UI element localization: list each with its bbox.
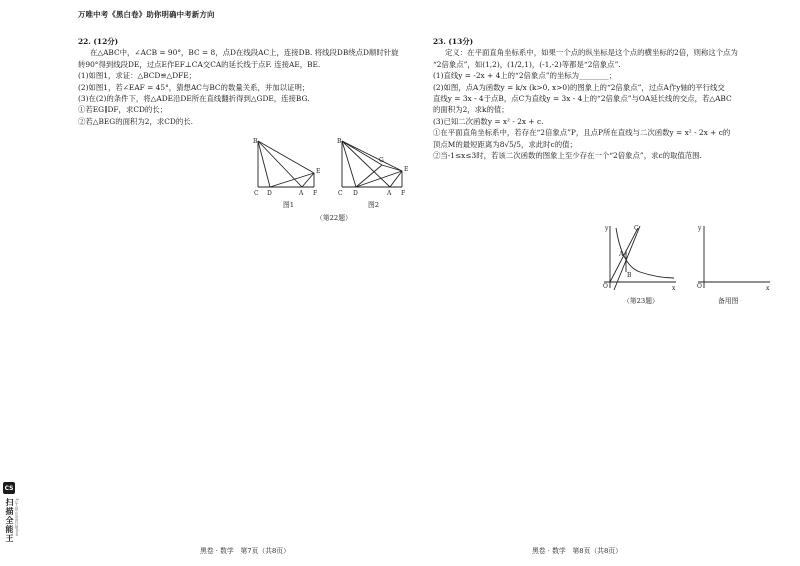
q23-line-6: 的面积为2，求k的值； <box>433 105 509 115</box>
spare-label-x: x <box>766 285 770 292</box>
q23-line-7: (3)已知二次函数y = x² - 2x + c. <box>433 116 544 126</box>
q23-line-9: 顶点M的最短距离为8√5/5，求此时c的值； <box>433 139 577 149</box>
q23-spare-caption: 备用图 <box>718 297 739 305</box>
q23-line-5: 直线y = 3x - 4于点B，点C为直线y = 3x - 4上的“2倍象点”与OA延长线的交点，若△ABC <box>433 94 732 104</box>
fig2-seg-de <box>356 171 402 187</box>
fig2-label-c: C <box>338 190 343 197</box>
q23-label-a: A <box>619 251 624 258</box>
q22-fig1-caption: 图1 <box>283 201 295 209</box>
q22-figure-2 <box>334 135 414 199</box>
fig1-seg-ba <box>258 141 302 187</box>
fig2-label-a: A <box>387 190 392 197</box>
question-22 <box>78 36 399 127</box>
fig2-label-b: B <box>337 138 342 145</box>
fig2-label-e: E <box>404 166 409 173</box>
q23-spare-figure <box>692 222 774 294</box>
fig1-label-c: C <box>254 190 259 197</box>
page-header: 万唯中考《黑白卷》助你明确中考新方向 <box>78 10 215 19</box>
spare-label-o: O <box>697 283 702 290</box>
q23-figure-caption: （第23题） <box>623 297 659 305</box>
scanner-subtitle: 3亿人都在用的扫描App <box>15 498 19 537</box>
scanner-name: 扫描全能王 <box>5 498 14 543</box>
fig1-label-d: D <box>267 190 272 197</box>
fig1-seg-be <box>258 141 314 173</box>
fig1-label-e: E <box>316 168 321 175</box>
q23-label-c: C <box>634 225 639 232</box>
q23-label-y: y <box>605 225 609 232</box>
q22-line-2: 转90°得到线段DE，过点E作EF⊥CA交CA的延长线于点F. 连接AE，BE. <box>78 59 321 69</box>
q22-line-7: ②若△BEG的面积为2，求CD的长. <box>78 116 193 126</box>
q22-line-6: ①若EG∥DF，求CD的长； <box>78 105 168 115</box>
footer-left: 黑卷 · 数学 第7页（共8页） <box>200 547 290 555</box>
fig2-label-f: F <box>401 190 406 197</box>
q23-label-b: B <box>627 272 632 279</box>
q23-figure <box>600 222 680 294</box>
fig1-seg-de <box>270 173 314 187</box>
q22-line-4: (2)如图1，若∠EAF = 45°，猜想AC与BC的数量关系，并加以证明； <box>78 82 310 92</box>
q22-figure-1 <box>250 135 330 199</box>
fig2-label-g: G <box>379 157 384 164</box>
q23-line-10: ②当-1≤x≤3时，若该二次函数的图象上至少存在一个“2倍象点”，求c的取值范围. <box>433 151 702 161</box>
fig2-label-d: D <box>353 190 358 197</box>
q23-line-8: ①在平面直角坐标系中，若存在“2倍象点”P，且点P所在直线与二次函数y = x² - 2x + c的 <box>433 128 731 138</box>
q23-head: 23. (13分) <box>433 37 474 46</box>
scanner-logo-badge: CS <box>3 482 15 494</box>
question-23 <box>433 36 738 161</box>
q23-line-oa <box>610 228 638 282</box>
q22-head: 22. (12分) <box>78 37 119 46</box>
fig1-label-b: B <box>253 138 258 145</box>
fig2-seg-be <box>342 141 402 171</box>
q23-line-4: (2)如图，点A为函数y = k/x (k>0, x>0)的图象上的“2倍象点”，过点A作y轴的平行线交 <box>433 82 725 92</box>
fig1-label-a: A <box>299 190 304 197</box>
q23-line-2: “2倍象点”，如(1,2)，(1/2,1)，(-1,-2)等都是“2倍象点”. <box>433 59 621 69</box>
q22-line-1: 在△ABC中，∠ACB = 90°，BC = 8，点D在线段AC上，连接DB. 将线段DB绕点D顺时针旋 <box>90 48 399 58</box>
q23-line-1: 定义：在平面直角坐标系中，如果一个点的纵坐标是这个点的横坐标的2倍，则称这个点为 <box>445 48 738 58</box>
q23-line-3: (1)直线y = -2x + 4上的“2倍象点”的坐标为________； <box>433 71 617 81</box>
q22-fig2-caption: 图2 <box>368 201 380 209</box>
q22-figure-caption: （第22题） <box>316 214 352 222</box>
spare-label-y: y <box>698 225 702 232</box>
fig1-label-f: F <box>313 190 318 197</box>
footer-right: 黑卷 · 数学 第8页（共8页） <box>532 547 622 555</box>
q23-label-o: O <box>603 283 608 290</box>
q22-line-3: (1)如图1，求证：△BCD≌△DFE； <box>78 71 197 81</box>
q23-label-x: x <box>672 285 676 292</box>
q22-line-5: (3)在(2)的条件下，将△ADE沿DE所在直线翻折得到△GDE，连接BG. <box>78 94 310 104</box>
q23-line-3x-4 <box>614 226 640 290</box>
